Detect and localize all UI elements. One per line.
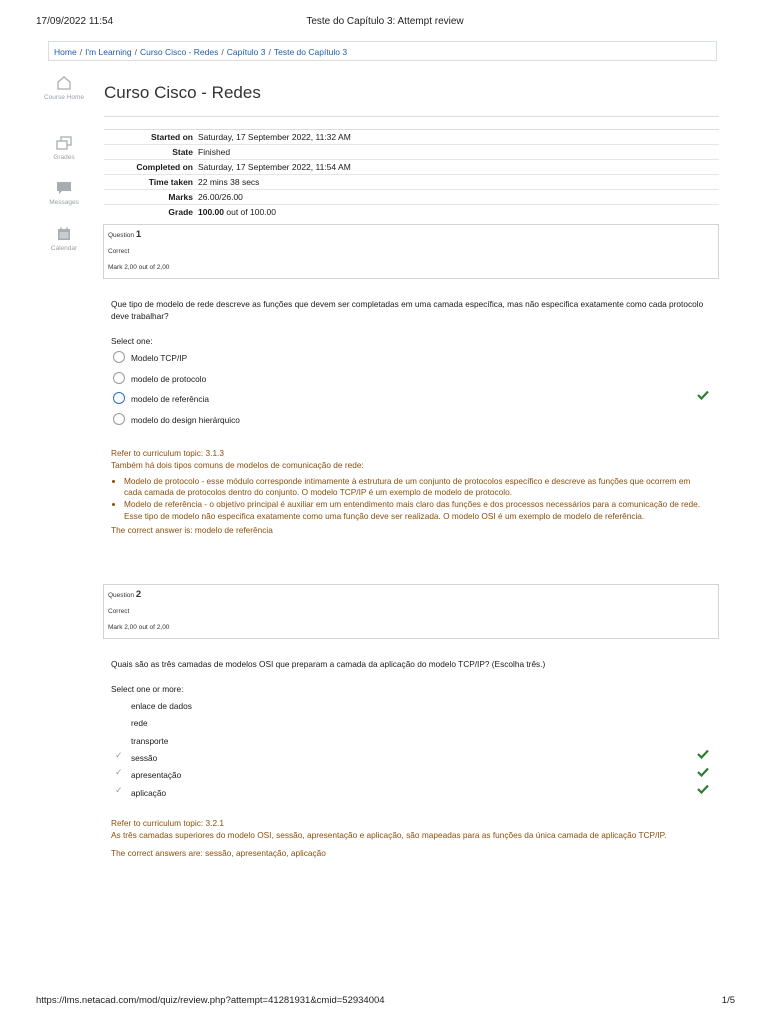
grades-icon <box>56 136 72 150</box>
feedback-bullet: • Modelo de protocolo - esse módulo corresponde intimamente à estrutura de um conjunto de protocolos específico e descreve as funções que ocorrem em cada camada de protocolos dentro do conjunto. O modelo TCP/IP é um exemplo de modelo de protocolo. <box>124 476 701 500</box>
checkbox-checked-icon[interactable]: ✓ <box>115 785 123 795</box>
answer-option-label: enlace de dados <box>131 701 192 711</box>
question-mark: Mark 2,00 out of 2,00 <box>108 264 170 271</box>
sidebar-item-label: Grades <box>53 154 75 161</box>
answer-option-label: modelo de protocolo <box>131 374 207 384</box>
answer-option-label: transporte <box>131 736 169 746</box>
select-one-label: Select one: <box>111 336 153 346</box>
correct-check-icon <box>697 767 709 777</box>
answer-option-label: rede <box>131 718 148 728</box>
sidebar-item-grades[interactable] <box>40 136 88 163</box>
correct-answer: The correct answer is: modelo de referência <box>111 524 273 535</box>
question-mark: Mark 2,00 out of 2,00 <box>108 624 170 631</box>
summary-label: Time taken <box>148 177 193 187</box>
print-date: 17/09/2022 11:54 <box>36 16 114 27</box>
breadcrumb-chapter[interactable]: Capítulo 3 <box>226 47 266 57</box>
radio-button[interactable] <box>113 413 125 425</box>
summary-row-grade <box>104 205 719 219</box>
checkbox-checked-icon[interactable]: ✓ <box>115 767 123 777</box>
page-title: Curso Cisco - Redes <box>104 83 261 102</box>
breadcrumb-separator: / <box>79 47 83 57</box>
question-state: Correct <box>108 248 130 255</box>
answer-option-label: apresentação <box>131 770 182 780</box>
question-text: Que tipo de modelo de rede descreve as funções que devem ser completadas em uma camada específica, mas não especifica exatamente como cada protocolo deve trabalhar? <box>111 299 704 321</box>
breadcrumb-separator: / <box>268 47 271 57</box>
messages-icon <box>56 181 72 195</box>
sidebar-item-label: Course Home <box>43 94 85 101</box>
feedback-list <box>111 476 701 523</box>
answer-option-label: aplicação <box>131 788 167 798</box>
summary-value <box>198 207 276 217</box>
answer-option-label: modelo de referência <box>131 394 209 404</box>
print-footer <box>36 995 735 1009</box>
summary-label: Grade <box>168 207 193 217</box>
question-number <box>108 229 141 240</box>
summary-label: State <box>172 147 193 157</box>
summary-label: Marks <box>168 192 193 202</box>
summary-value: 26.00/26.00 <box>198 192 243 202</box>
question-number-value: 1 <box>135 229 142 240</box>
sidebar-item-calendar[interactable] <box>40 227 88 254</box>
summary-label: Started on <box>150 132 193 142</box>
grade-out-of: out of 100.00 <box>224 207 276 217</box>
breadcrumb-quiz[interactable]: Teste do Capítulo 3 <box>273 47 348 57</box>
question-info-box <box>103 224 719 279</box>
attempt-summary-table <box>104 130 719 219</box>
breadcrumb-course[interactable]: Curso Cisco - Redes <box>139 47 219 57</box>
question-feedback <box>111 818 701 859</box>
radio-button-selected[interactable] <box>113 392 125 404</box>
sidebar-item-label: Messages <box>49 199 79 206</box>
print-header <box>36 16 734 30</box>
answer-option-label: sessão <box>131 753 158 763</box>
summary-value: 22 mins 38 secs <box>198 177 260 187</box>
print-url: https://lms.netacad.com/mod/quiz/review.php?attempt=41281931&cmid=52934004 <box>36 995 385 1006</box>
question-info-box <box>103 584 719 639</box>
sidebar-item-label: Calendar <box>50 245 78 252</box>
curriculum-topic: Refer to curriculum topic: 3.1.3 <box>111 448 224 458</box>
summary-row-marks <box>104 190 719 205</box>
question-text: Quais são as três camadas de modelos OSI que preparam a camada da aplicação do modelo TCP/IP? (Escolha três.) <box>111 659 546 669</box>
checkbox-checked-icon[interactable]: ✓ <box>115 750 123 760</box>
feedback-bullet: • Modelo de referência - o objetivo principal é auxiliar em um entendimento mais claro das funções e dos processos necessários para a comunicação de rede. Esse tipo de modelo não especifica exatamente como uma função deve ser realizada. O modelo OSI é um exemplo de modelo de referência. <box>124 499 701 523</box>
question-label: Question <box>108 232 135 239</box>
breadcrumb <box>48 41 717 61</box>
question-label: Question <box>108 592 135 599</box>
print-title: Teste do Capítulo 3: Attempt review <box>306 16 464 27</box>
radio-button[interactable] <box>113 351 125 363</box>
question-feedback <box>111 448 701 537</box>
summary-row-started-on <box>104 130 719 145</box>
radio-button[interactable] <box>113 372 125 384</box>
summary-row-time-taken <box>104 175 719 190</box>
feedback-intro: Também há dois tipos comuns de modelos de comunicação de rede: <box>111 459 364 470</box>
summary-value: Finished <box>198 147 231 157</box>
correct-check-icon <box>697 749 709 759</box>
correct-answer: The correct answers are: sessão, apresentação, aplicação <box>111 847 326 858</box>
divider <box>104 116 719 117</box>
question-number <box>108 589 141 600</box>
calendar-icon <box>56 227 72 241</box>
print-page-number: 1/5 <box>721 995 735 1006</box>
breadcrumb-separator: / <box>221 47 224 57</box>
sidebar-item-messages[interactable] <box>40 181 88 208</box>
summary-value: Saturday, 17 September 2022, 11:32 AM <box>198 132 351 142</box>
summary-value: Saturday, 17 September 2022, 11:54 AM <box>198 162 351 172</box>
correct-check-icon <box>697 390 709 400</box>
answer-option-label: Modelo TCP/IP <box>131 353 188 363</box>
correct-check-icon <box>697 784 709 794</box>
answer-option-label: modelo do design hierárquico <box>131 415 240 425</box>
curriculum-topic: Refer to curriculum topic: 3.2.1 <box>111 818 224 828</box>
summary-row-state <box>104 145 719 160</box>
summary-row-completed-on <box>104 160 719 175</box>
breadcrumb-home[interactable]: Home <box>54 47 77 57</box>
question-number-value: 2 <box>135 589 142 600</box>
breadcrumb-separator: / <box>134 47 137 57</box>
breadcrumb-im-learning[interactable]: I'm Learning <box>85 47 132 57</box>
grade-value: 100.00 <box>198 207 224 217</box>
question-state: Correct <box>108 608 130 615</box>
sidebar-item-course-home[interactable] <box>40 76 88 103</box>
feedback-text: As três camadas superiores do modelo OSI, sessão, apresentação e aplicação, são mapeadas para as funções da única camada de aplicação TCP/IP. <box>111 829 667 840</box>
select-one-or-more-label: Select one or more: <box>111 684 184 694</box>
home-icon <box>56 76 72 90</box>
summary-label: Completed on <box>136 162 193 172</box>
